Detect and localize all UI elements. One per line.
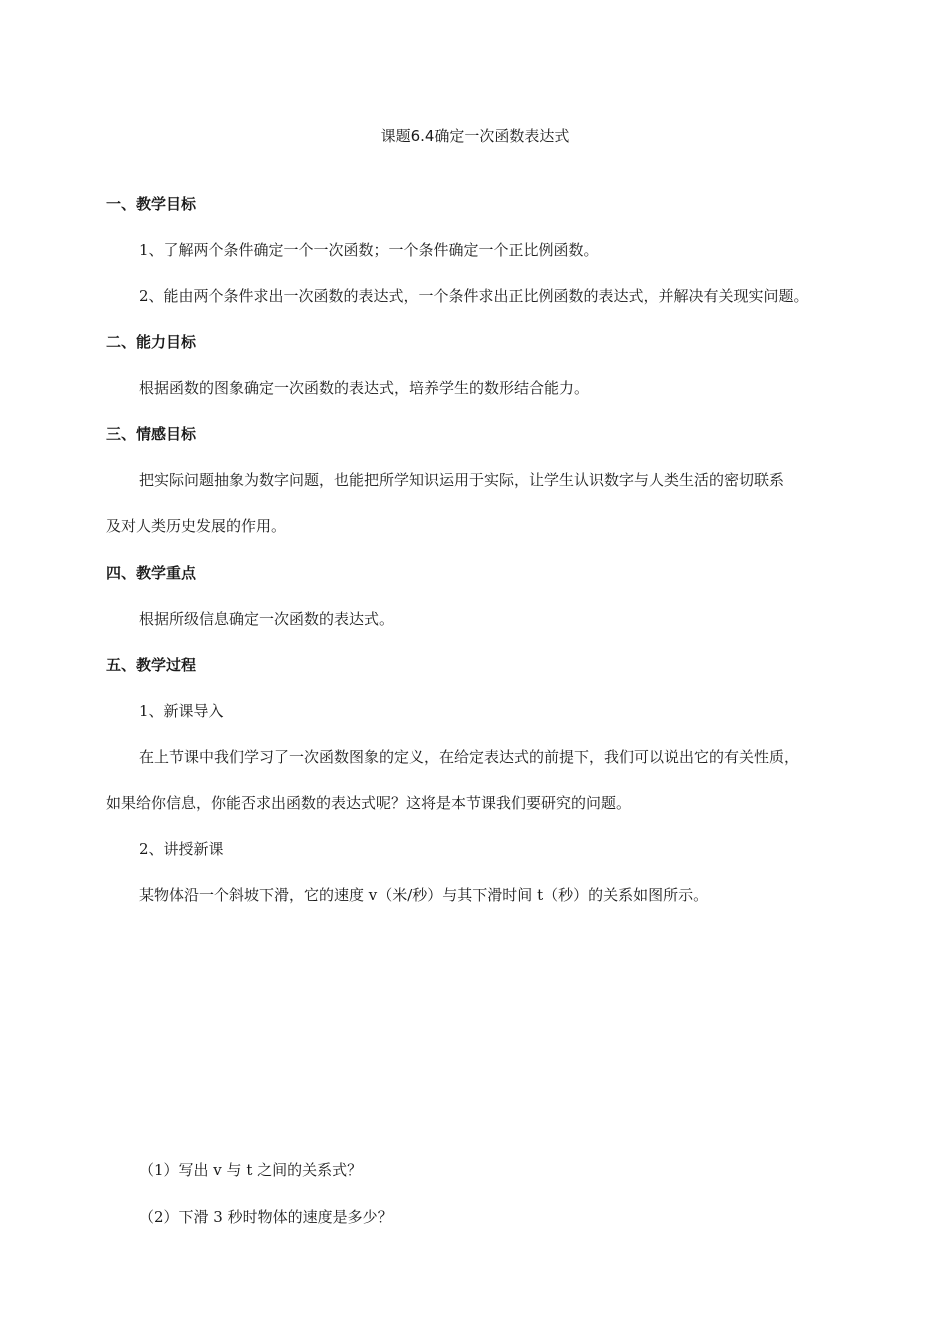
intro-text-line1: 在上节课中我们学习了一次函数图象的定义，在给定表达式的前提下，我们可以说出它的有关性质， [139, 748, 800, 766]
section-heading-teaching-process: 五、教学过程 [106, 656, 197, 674]
question-1: （1）写出 v 与 t 之间的关系式？ [139, 1161, 363, 1179]
key-points-text: 根据所级信息确定一次函数的表达式。 [139, 610, 395, 628]
teaching-goal-2: 2、能由两个条件求出一次函数的表达式，一个条件求出正比例函数的表达式，并解决有关现实问题。 [139, 287, 809, 305]
emotional-goal-text-line1: 把实际问题抽象为数字问题，也能把所学知识运用于实际，让学生认识数字与人类生活的密切联系 [139, 471, 785, 489]
emotional-goal-text-line2: 及对人类历史发展的作用。 [106, 517, 287, 535]
section-heading-key-points: 四、教学重点 [106, 564, 197, 582]
page-title: 课题6.4确定一次函数表达式 [380, 127, 570, 145]
figure-placeholder [139, 920, 639, 1140]
section-heading-teaching-goals: 一、教学目标 [106, 195, 197, 213]
teaching-goal-1: 1、了解两个条件确定一个一次函数；一个条件确定一个正比例函数。 [139, 241, 599, 259]
section-heading-ability-goals: 二、能力目标 [106, 333, 197, 351]
section-heading-emotional-goals: 三、情感目标 [106, 425, 197, 443]
intro-text-line2: 如果给你信息，你能否求出函数的表达式呢？这将是本节课我们要研究的问题。 [106, 794, 632, 812]
question-2: （2）下滑 3 秒时物体的速度是多少？ [139, 1208, 393, 1226]
ability-goal-text: 根据函数的图象确定一次函数的表达式，培养学生的数形结合能力。 [139, 379, 590, 397]
subheading-new-lesson-intro: 1、新课导入 [139, 702, 224, 720]
subheading-teach-new-lesson: 2、讲授新课 [139, 840, 224, 858]
problem-statement: 某物体沿一个斜坡下滑，它的速度 v（米/秒）与其下滑时间 t（秒）的关系如图所示。 [139, 886, 709, 904]
